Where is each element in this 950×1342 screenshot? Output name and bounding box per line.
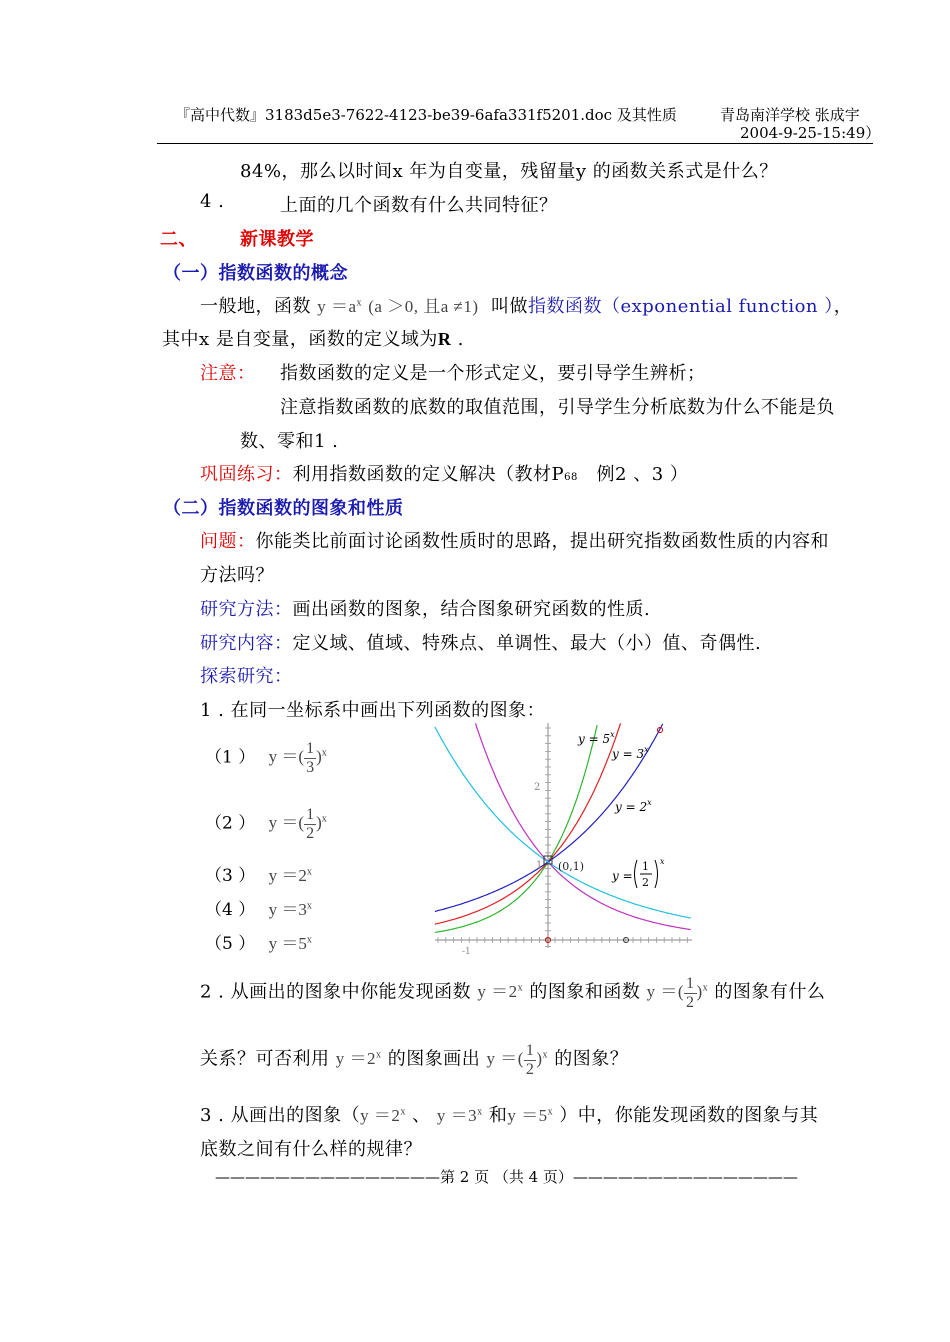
page-footer: ———————————————第 2 页 （共 4 页）——————————————— — [215, 1168, 798, 1186]
question-line-2: 方法吗？ — [200, 565, 274, 586]
explore-label: 探索研究： — [200, 666, 293, 687]
method-label: 研究方法： — [200, 599, 293, 620]
definition-line-2: 其中x 是自变量，函数的定义域为R . — [162, 329, 464, 350]
task-3-line-1: 3 . 从画出的图象（$y =2^x$ 、 $y =3^x$ 和$y =5^x$ ）中，你能发现函数的图象与其 — [200, 1105, 819, 1126]
header-school: 青岛南洋学校 张成宇 — [720, 106, 860, 124]
tick-label-minus-1: -1 — [462, 947, 471, 957]
header-doc-title: 『高中代数』3183d5e3-7622-4123-be39-6afa331f5201.doc 及其性质 — [175, 106, 677, 124]
definition-condition: (a ＞0, 且a ≠1) — [368, 297, 479, 316]
definition-term: 指数函数（exponential function ） — [527, 296, 834, 317]
task-2-line-1: 2 . 从画出的图象中你能发现函数 $y =2^x$ 的图象和函数 y ＝( $\frac{1}{2}$ )$^x$ 的图象有什么 — [200, 975, 826, 1011]
curve-y-third — [476, 723, 691, 929]
svg-text:x: x — [660, 857, 665, 866]
function-item-2: （2 ） y ＝( $\frac{1}{2}$ )$^x$ — [205, 806, 327, 842]
definition-formula: $y =a^x$ — [317, 297, 363, 316]
definition-prefix: 一般地，函数 — [200, 296, 311, 317]
function-item-5: （5 ） $y =5^x$ — [205, 934, 312, 954]
line-84-percent: 84%，那么以时间x 年为自变量，残留量y 的函数关系式是什么？ — [240, 161, 778, 182]
axis-ticks — [438, 728, 688, 946]
task-1: 1 . 在同一坐标系中画出下列函数的图象： — [200, 700, 546, 721]
header-rule — [157, 143, 873, 144]
task-2-line-2: 关系？可否利用 $y =2^x$ 的图象画出 y ＝( $\frac{1}{2}$ )$^x$ 的图象？ — [200, 1042, 629, 1078]
question-4-text: 上面的几个函数有什么共同特征？ — [280, 195, 558, 216]
header-date: 2004-9-25-15:49） — [740, 124, 881, 142]
domain-R: R — [437, 329, 452, 349]
function-item-3: （3 ） $y =2^x$ — [205, 866, 312, 886]
subsection-1-title: （一）指数函数的概念 — [163, 263, 348, 284]
label-y-half — [611, 857, 665, 889]
curve-y-half — [435, 727, 691, 918]
section-2-title: 新课教学 — [240, 229, 314, 250]
question-label: 问题： — [200, 531, 256, 552]
label-y2: $y = 2^x$ — [615, 798, 652, 814]
svg-text:y =: y = — [612, 869, 633, 883]
function-item-4: （4 ） $y =3^x$ — [205, 900, 312, 920]
point-label: (0,1) — [558, 860, 585, 873]
practice-line: 巩固练习：利用指数函数的定义解决（教材P68 例2 、3 ） — [200, 464, 689, 485]
svg-text:2: 2 — [642, 876, 649, 889]
svg-text:1: 1 — [642, 860, 649, 873]
label-y3: $y = 3^x$ — [612, 745, 649, 761]
note-line-3: 数、零和1 . — [240, 431, 339, 452]
subsection-2-title: （二）指数函数的图象和性质 — [163, 498, 404, 519]
task-3-line-2: 底数之间有什么样的规律？ — [200, 1139, 422, 1160]
definition-called: 叫做 — [490, 296, 528, 317]
section-2-number: 二、 — [160, 229, 197, 250]
function-item-1: （1 ） y ＝( $\frac{1}{3}$ )$^x$ — [205, 740, 327, 776]
research-content-line: 研究内容：定义域、值域、特殊点、单调性、最大（小）值、奇偶性. — [200, 633, 762, 654]
practice-label: 巩固练习： — [200, 464, 293, 485]
curves — [435, 723, 691, 932]
label-y5: $y = 5^x$ — [578, 730, 615, 746]
note-line-1: 指数函数的定义是一个形式定义，要引导学生辨析； — [280, 363, 706, 384]
exponential-graph — [430, 718, 700, 958]
question-4-number: 4 . — [200, 191, 225, 212]
question-line: 问题：你能类比前面讨论函数性质时的思路，提出研究指数函数性质的内容和 — [200, 531, 829, 552]
definition-line-1: 一般地，函数 $y =a^x$ (a ＞0, 且a ≠1) 叫做指数函数（exponential function ）， — [200, 296, 853, 317]
tick-label-2: 2 — [534, 782, 541, 793]
note-line-2: 注意指数函数的底数的取值范围，引导学生分析底数为什么不能是负 — [280, 397, 835, 418]
method-line: 研究方法：画出函数的图象，结合图象研究函数的性质. — [200, 599, 651, 620]
research-content-label: 研究内容： — [200, 633, 293, 654]
tick-label-1: 1 — [536, 860, 543, 871]
note-label: 注意： — [200, 363, 256, 384]
